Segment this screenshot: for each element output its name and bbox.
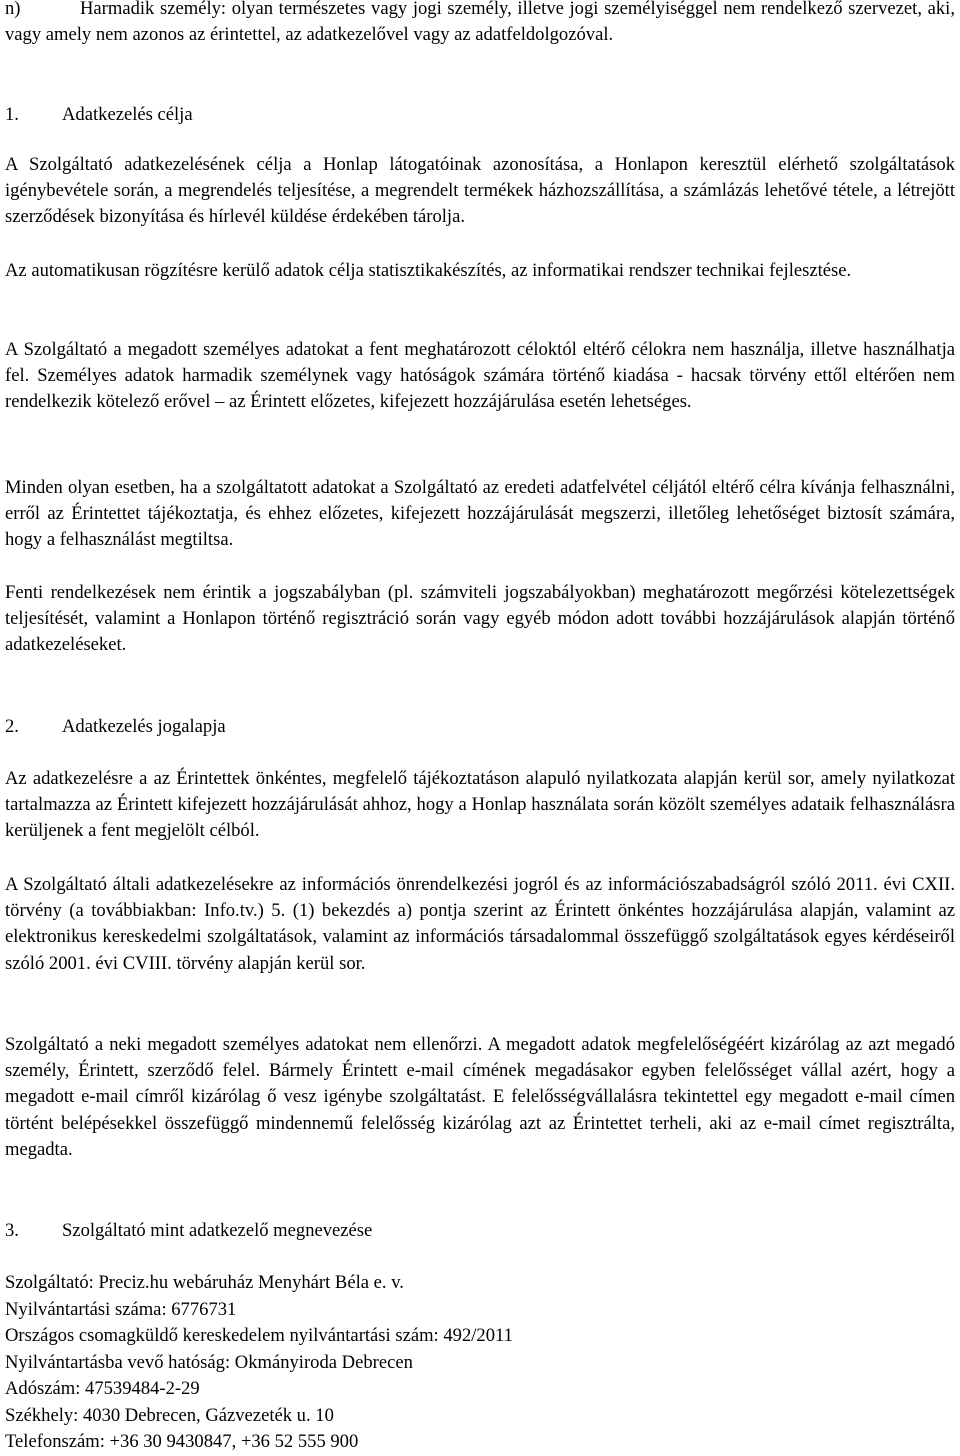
definition-item-n — [5, 0, 955, 48]
section-number: 2. — [5, 716, 19, 737]
section-title: Adatkezelés jogalapja — [62, 716, 226, 737]
section-title: Adatkezelés célja — [62, 104, 193, 125]
section-number: 1. — [5, 104, 19, 125]
section-1-heading — [5, 102, 193, 128]
paragraph: A Szolgáltató a megadott személyes adatokat a fent meghatározott céloktól eltérő célokra nem használja, illetve használhatja fel. Személyes adatok harmadik személynek vagy hatóságok számára történő kiadása - hacsak törvény ettől eltérően nem rendelkezik kötelező erővel – az Érintett előzetes, kifejezett hozzájárulása esetén lehetséges. — [5, 339, 955, 413]
item-marker: n) — [5, 0, 21, 19]
paragraph: Fenti rendelkezések nem érintik a jogszabályban (pl. számviteli jogszabályokban) meghatározott megőrzési kötelezettségek teljesítését, valamint a Honlapon történő regisztráció során vagy egyéb módon adott további hozzájárulások alapján történő adatkezeléseket. — [5, 582, 955, 656]
paragraph: Szolgáltató a neki megadott személyes adatokat nem ellenőrzi. A megadott adatok megfelelőségéért kizárólag az azt megadó személy, Érintett, szerződő felel. Bármely Érintett e-mail címének megadásakor egyben felelősséget vállal azért, hogy a megadott e-mail címről kizárólag ő vesz igénybe szolgáltatást. E felelősségvállalásra tekintettel egy megadott e-mail címen történt belépésekkel összefüggő mindennemű felelősség kizárólag azt az Érintettet terheli, aki az e-mail címet regisztrálta, megadta. — [5, 1034, 955, 1160]
headquarters-address: Székhely: 4030 Debrecen, Gázvezeték u. 10 — [5, 1404, 334, 1426]
paragraph: Az automatikusan rögzítésre kerülő adatok célja statisztikakészítés, az informatikai rendszer technikai fejlesztése. — [5, 260, 852, 281]
section-2-heading — [5, 714, 226, 740]
paragraph: Minden olyan esetben, ha a szolgáltatott adatokat a Szolgáltató az eredeti adatfelvétel céljától eltérő célra kívánja felhasználni, erről az Érintettet tájékoztatja, és ehhez előzetes, kifejezett hozzájárulását megszerzi, illetőleg lehetőséget biztosít számára, hogy a felhasználást megtiltsa. — [5, 477, 955, 551]
tax-number: Adószám: 47539484-2-29 — [5, 1378, 200, 1399]
mail-order-registration: Országos csomagküldő kereskedelem nyilvántartási szám: 492/2011 — [5, 1325, 513, 1346]
paragraph: Az adatkezelésre a az Érintettek önkéntes, megfelelő tájékoztatáson alapuló nyilatkozata alapján kerül sor, amely nyilatkozat tartalmazza az Érintett kifejezett hozzájárulását ahhoz, hogy a Honlap használata során közölt személyes adataik felhasználásra kerüljenek a fent megjelölt célból. — [5, 768, 955, 842]
provider-contact-block — [5, 1270, 955, 1456]
section-title: Szolgáltató mint adatkezelő megnevezése — [62, 1220, 373, 1241]
section-number: 3. — [5, 1220, 19, 1241]
registration-number: Nyilvántartási száma: 6776731 — [5, 1298, 237, 1320]
provider-name: Szolgáltató: Preciz.hu webáruház Menyhárt Béla e. v. — [5, 1272, 404, 1293]
section-3-heading — [5, 1218, 372, 1244]
registering-authority: Nyilvántartásba vevő hatóság: Okmányiroda Debrecen — [5, 1351, 413, 1373]
definition-text: Harmadik személy: olyan természetes vagy jogi személy, illetve jogi személyiséggel nem rendelkező szervezet, aki, vagy amely nem azonos az érintettel, az adatkezelővel vagy az adatfeldolgozóval. — [5, 0, 955, 46]
paragraph: A Szolgáltató általi adatkezelésekre az információs önrendelkezési jogról és az információszabadságról szóló 2011. évi CXII. törvény (a továbbiakban: Info.tv.) 5. (1) bekezdés a) pontja szerint az Érintett önkéntes hozzájárulása alapján, valamint az elektronikus kereskedelmi szolgáltatások, valamint az információs társadalommal összefüggő szolgáltatások egyes kérdéseiről szóló 2001. évi CVIII. törvény alapján kerül sor. — [5, 874, 955, 974]
paragraph: A Szolgáltató adatkezelésének célja a Honlap látogatóinak azonosítása, a Honlapon keresztül elérhető szolgáltatások igénybevétele során, a megrendelés teljesítése, a megrendelt termékek házhozszállítása, a számlázás lehetővé tétele, a létrejött szerződések bizonyítása és hírlevél küldése érdekében tárolja. — [5, 154, 955, 228]
phone-numbers: Telefonszám: +36 30 9430847, +36 52 555 900 — [5, 1431, 359, 1452]
